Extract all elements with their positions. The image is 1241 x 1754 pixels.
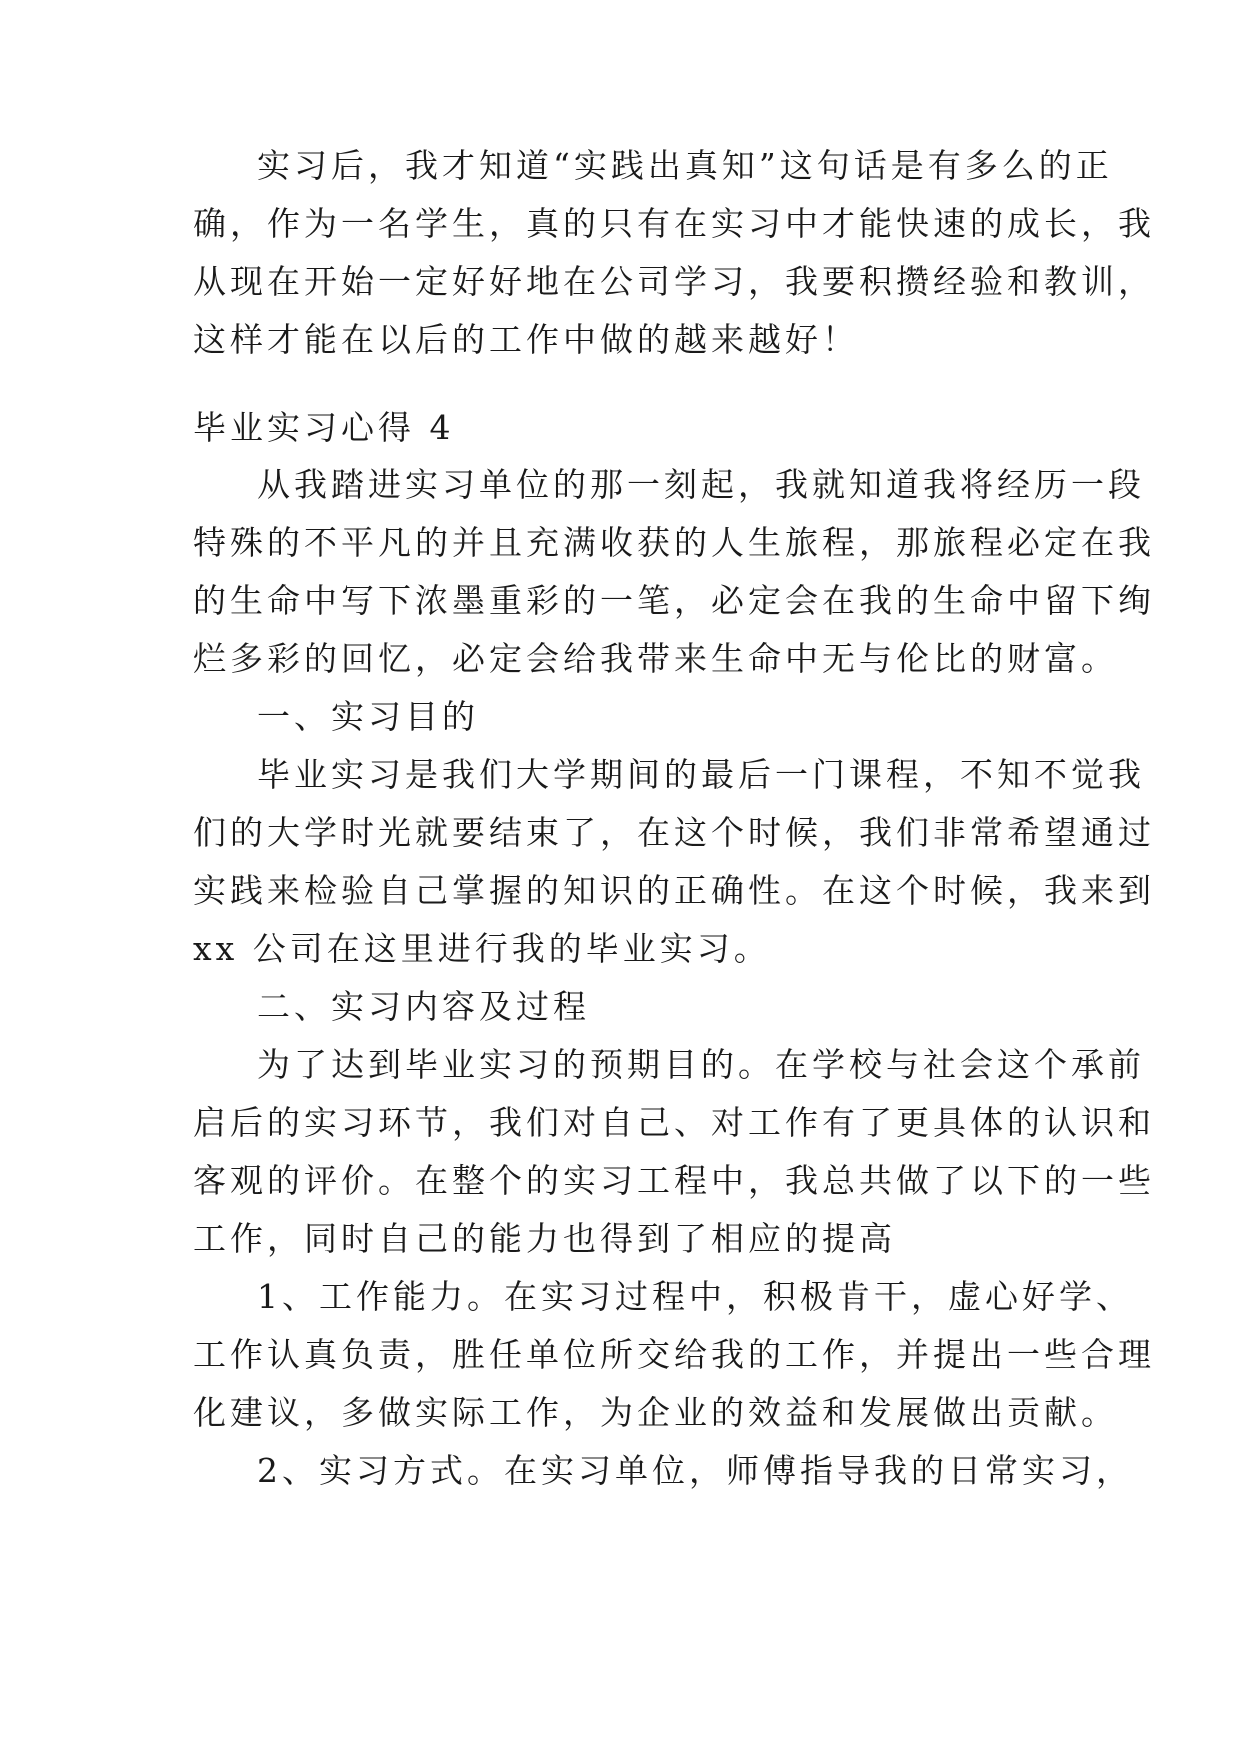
subsection-purpose xyxy=(193,688,1053,746)
text-line: 毕业实习是我们大学期间的最后一门课程，不知不觉我 xyxy=(257,755,1145,794)
text-line: 工作，同时自己的能力也得到了相应的提高 xyxy=(193,1219,896,1258)
paragraph-ability xyxy=(193,1268,1155,1442)
paragraph-content xyxy=(193,1036,1155,1268)
heading-text: 毕业实习心得 4 xyxy=(193,408,455,447)
paragraph-method xyxy=(193,1442,1133,1500)
text-line: 烂多彩的回忆，必定会给我带来生命中无与伦比的财富。 xyxy=(193,639,1118,678)
subsection-title: 一、实习目的 xyxy=(257,697,479,736)
text-line: 1、工作能力。在实习过程中，积极肯干，虚心好学、 xyxy=(257,1277,1133,1316)
text-line: 客观的评价。在整个的实习工程中，我总共做了以下的一些 xyxy=(193,1161,1155,1200)
text-line: 工作认真负责，胜任单位所交给我的工作，并提出一些合理 xyxy=(193,1335,1155,1374)
text-line: xx 公司在这里进行我的毕业实习。 xyxy=(193,929,771,968)
text-line: 从现在开始一定好好地在公司学习，我要积攒经验和教训， xyxy=(193,262,1155,301)
text-line: 为了达到毕业实习的预期目的。在学校与社会这个承前 xyxy=(257,1045,1145,1084)
section-heading xyxy=(193,399,1053,457)
text-line: 的生命中写下浓墨重彩的一笔，必定会在我的生命中留下绚 xyxy=(193,581,1155,620)
text-line: 从我踏进实习单位的那一刻起，我就知道我将经历一段 xyxy=(257,465,1145,504)
text-line: 2、实习方式。在实习单位，师傅指导我的日常实习， xyxy=(257,1451,1133,1490)
paragraph-opening xyxy=(193,456,1155,688)
subsection-content xyxy=(193,978,1053,1036)
text-line: 化建议，多做实际工作，为企业的效益和发展做出贡献。 xyxy=(193,1393,1118,1432)
text-line: 实践来检验自己掌握的知识的正确性。在这个时候，我来到 xyxy=(193,871,1155,910)
text-line: 启后的实习环节，我们对自己、对工作有了更具体的认识和 xyxy=(193,1103,1155,1142)
text-line: 确，作为一名学生，真的只有在实习中才能快速的成长，我 xyxy=(193,204,1155,243)
paragraph-intro xyxy=(193,137,1155,369)
text-line: 特殊的不平凡的并且充满收获的人生旅程，那旅程必定在我 xyxy=(193,523,1155,562)
text-line: 这样才能在以后的工作中做的越来越好！ xyxy=(193,320,859,359)
subsection-title: 二、实习内容及过程 xyxy=(257,987,590,1026)
paragraph-purpose xyxy=(193,746,1155,978)
text-line: 实习后，我才知道“实践出真知”这句话是有多么的正 xyxy=(257,146,1113,185)
text-line: 们的大学时光就要结束了，在这个时候，我们非常希望通过 xyxy=(193,813,1155,852)
